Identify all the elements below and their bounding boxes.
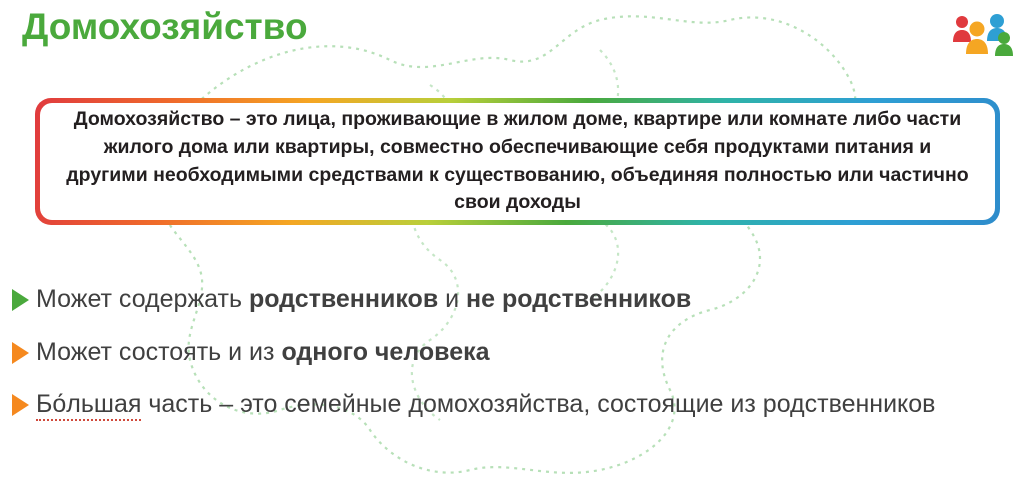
list-item-text: Может содержать родственников и не родственников <box>36 285 692 313</box>
page-title: Домохозяйство <box>22 6 308 47</box>
triangle-bullet-icon <box>12 342 29 364</box>
spellcheck-underline: Бо́льшая <box>36 390 141 421</box>
list-item-text: Может состоять и из одного человека <box>36 337 490 366</box>
definition-text: Домохозяйство – это лица, проживающие в жилом доме, квартире или комнате либо части жилого дома или квартиры, совместно обеспечивающие себя продуктами питания и другими необходимыми средствами к существованию, объединяя полностью или частично свои доходы <box>66 107 969 214</box>
triangle-bullet-icon <box>12 289 29 311</box>
list-item <box>12 387 1012 423</box>
people-group-logo-icon <box>951 12 1013 58</box>
bullet-list <box>12 282 1012 440</box>
triangle-bullet-icon <box>12 394 29 416</box>
definition-callout <box>35 98 1000 225</box>
list-item <box>12 282 1012 318</box>
list-item <box>12 335 1012 371</box>
list-item-text: Бо́льшая часть – это семейные домохозяйства, состоящие из родственников <box>36 387 935 423</box>
